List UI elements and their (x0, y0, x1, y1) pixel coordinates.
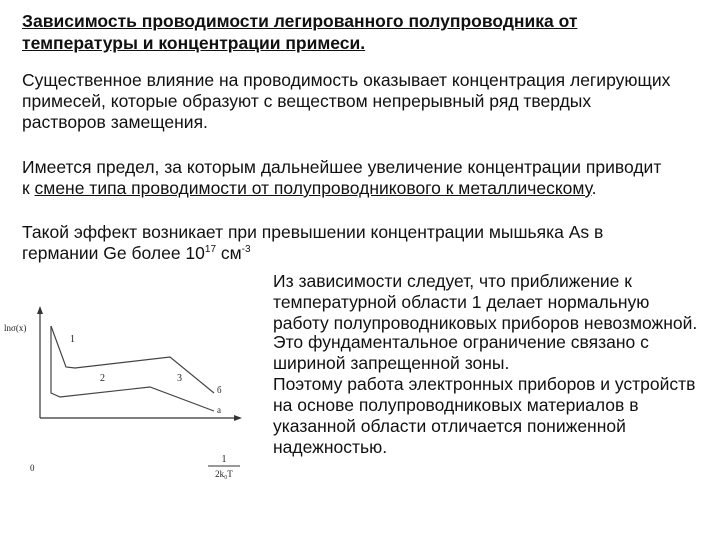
para3-text: германии Ge более 10 (22, 243, 205, 263)
x-axis-numerator: 1 (221, 454, 227, 465)
origin-label: 0 (30, 463, 35, 473)
para1-line-3: растворов замещения. (22, 112, 208, 132)
right-line-6: Поэтому работа электронных приборов и устройств (273, 374, 696, 394)
para3-unit: см (216, 243, 242, 263)
curve-a-label: а (217, 405, 221, 415)
title-line-1: Зависимость проводимости легированного полупроводника от (22, 11, 578, 31)
para1-line-2: примесей, которые образуют с веществом непрерывный ряд твердых (22, 91, 592, 111)
para3-line-2 (22, 243, 682, 264)
conclusion-block (273, 271, 718, 334)
para1-line-1: Существенное влияние на проводимость оказывает концентрация легирующих (22, 70, 671, 90)
right-line-9: надежностью. (273, 437, 388, 457)
para2-line-1: Имеется предел, за которым дальнейшее увеличение концентрации приводит (22, 157, 662, 177)
region-2-label: 2 (100, 373, 105, 384)
x-axis-denominator: 2k₀T (215, 469, 233, 479)
right-line-7: на основе полупроводниковых материалов в (273, 395, 639, 415)
slide-title (22, 10, 662, 54)
paragraph-doping-influence (22, 70, 682, 133)
right-line-3: работу полупроводниковых приборов невозможной. (273, 313, 698, 333)
para2-line-2 (22, 178, 682, 199)
title-line-2: температуры и концентрации примеси. (22, 33, 366, 53)
paragraph-concentration-limit (22, 157, 682, 199)
para3-line-1: Такой эффект возникает при превышении концентрации мышьяка As в (22, 222, 604, 242)
right-line-8: указанной области отличается пониженной (273, 416, 626, 436)
y-axis-arrow (37, 306, 43, 314)
limitation-block (273, 332, 718, 458)
x-axis-arrow (234, 415, 242, 421)
y-axis-label: lnσ(x) (4, 323, 27, 333)
right-line-2: температурной области 1 делает нормальную (273, 292, 650, 312)
para2-prefix: к (22, 178, 35, 198)
paragraph-arsenic-effect (22, 222, 682, 264)
right-line-1: Из зависимости следует, что приближение к (273, 271, 632, 291)
conductivity-change-link[interactable]: смене типа проводимости от полупроводникового к металлическому (34, 178, 592, 198)
curve-b-label: б (217, 385, 222, 395)
right-line-5: шириной запрещенной зоны. (273, 353, 510, 373)
para2-suffix: . (591, 178, 597, 198)
region-3-label: 3 (177, 373, 182, 384)
right-line-4: Это фундаментальное ограничение связано с (273, 332, 649, 352)
para3-unit-exponent: -3 (241, 244, 251, 255)
curve-b (51, 326, 214, 393)
para3-exponent: 17 (204, 244, 217, 255)
region-1-label: 1 (70, 334, 75, 345)
conductivity-graph (0, 300, 270, 500)
